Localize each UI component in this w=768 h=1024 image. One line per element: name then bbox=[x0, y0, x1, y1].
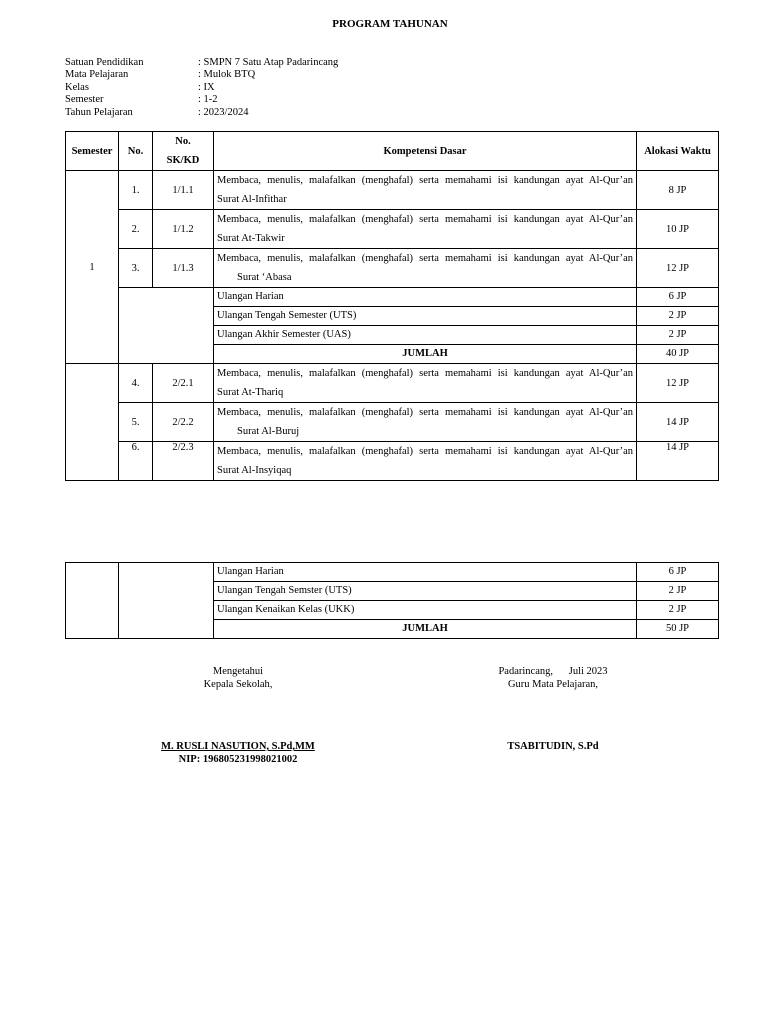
identity-block bbox=[65, 57, 465, 119]
document-title: PROGRAM TAHUNAN bbox=[332, 18, 448, 30]
total-jp: 40 JP bbox=[637, 345, 719, 364]
row-jp: 14 JP bbox=[637, 442, 719, 481]
row-jp: 14 JP bbox=[637, 403, 719, 442]
teacher-name: TSABITUDIN, S.Pd bbox=[507, 741, 599, 752]
exam-name: Ulangan Akhir Semester (UAS) bbox=[214, 326, 637, 345]
headmaster-name: M. RUSLI NASUTION, S.Pd,MM bbox=[161, 741, 315, 752]
empty-cell bbox=[119, 288, 214, 364]
row-kompetensi bbox=[214, 364, 637, 403]
row-no: 5. bbox=[119, 403, 153, 442]
row-kompetensi bbox=[214, 403, 637, 442]
info-row-class bbox=[65, 82, 465, 94]
kd-line1: Membaca, menulis, malafalkan (menghafal) serta memahami isi kandungan ayat Al-Qur’an bbox=[217, 368, 633, 379]
row-sk-kd: 1/1.2 bbox=[153, 210, 214, 249]
kd-line1: Membaca, menulis, malafalkan (menghafal) serta memahami isi kandungan ayat Al-Qur’an bbox=[217, 407, 633, 418]
kd-line2: Surat ‘Abasa bbox=[237, 272, 292, 283]
info-row-year bbox=[65, 107, 465, 119]
exam-jp: 2 JP bbox=[637, 326, 719, 345]
header-alokasi-waktu: Alokasi Waktu bbox=[637, 132, 719, 171]
header-no: No. bbox=[119, 132, 153, 171]
annual-program-table bbox=[65, 131, 719, 481]
kd-line1: Membaca, menulis, malafalkan (menghafal) serta memahami isi kandungan ayat Al-Qur’an bbox=[217, 175, 633, 186]
teacher-title: Guru Mata Pelajaran, bbox=[507, 678, 599, 690]
table-row bbox=[66, 249, 719, 288]
info-label: Satuan Pendidikan bbox=[65, 57, 144, 68]
info-label: Tahun Pelajaran bbox=[65, 106, 133, 118]
row-sk-kd: 2/2.2 bbox=[153, 403, 214, 442]
total-label: JUMLAH bbox=[214, 345, 637, 364]
headmaster-name-block bbox=[138, 741, 338, 766]
exam-row bbox=[66, 563, 719, 582]
exam-name: Ulangan Harian bbox=[214, 563, 637, 582]
kd-line2: Surat Al-Infithar bbox=[217, 194, 287, 205]
table-row bbox=[66, 364, 719, 403]
kd-line2: Surat Al-Buruj bbox=[237, 426, 300, 437]
info-value: : 2023/2024 bbox=[198, 106, 249, 118]
exam-jp: 2 JP bbox=[637, 582, 719, 601]
exam-name: Ulangan Tengah Semester (UTS) bbox=[214, 307, 637, 326]
table-row bbox=[66, 210, 719, 249]
row-no: 1. bbox=[119, 171, 153, 210]
row-sk-kd: 2/2.3 bbox=[153, 442, 214, 481]
row-no: 2. bbox=[119, 210, 153, 249]
kd-line2: Surat At-Thariq bbox=[217, 387, 284, 398]
row-jp: 8 JP bbox=[637, 171, 719, 210]
headmaster-title: Kepala Sekolah, bbox=[203, 678, 273, 690]
info-label: Semester bbox=[65, 94, 104, 106]
header-sk-kd-line2: SK/KD bbox=[166, 155, 200, 166]
date: Juli 2023 bbox=[568, 666, 608, 677]
headmaster-signature-block bbox=[138, 666, 338, 691]
row-no: 6. bbox=[119, 442, 153, 481]
row-sk-kd: 2/2.1 bbox=[153, 364, 214, 403]
table-header-row bbox=[66, 132, 719, 171]
header-sk-kd-line1: No. bbox=[175, 136, 191, 147]
kd-line2: Surat Al-Insyiqaq bbox=[217, 465, 292, 476]
row-no: 4. bbox=[119, 364, 153, 403]
row-kompetensi bbox=[214, 442, 637, 481]
row-kompetensi bbox=[214, 210, 637, 249]
kd-line1: Membaca, menulis, malafalkan (menghafal) serta memahami isi kandungan ayat Al-Qur’an bbox=[217, 253, 633, 264]
info-value: : Mulok BTQ bbox=[198, 69, 256, 81]
annual-program-table-continued bbox=[65, 562, 719, 639]
info-value: : IX bbox=[198, 81, 215, 93]
table-row bbox=[66, 442, 719, 481]
acknowledged-label: Mengetahui bbox=[212, 666, 264, 677]
kd-line1: Membaca, menulis, malafalkan (menghafal) serta memahami isi kandungan ayat Al-Qur’an bbox=[217, 214, 633, 225]
place: Padarincang, bbox=[498, 666, 553, 677]
header-semester: Semester bbox=[66, 132, 119, 171]
exam-name: Ulangan Harian bbox=[214, 288, 637, 307]
headmaster-nip: NIP: 196805231998021002 bbox=[178, 753, 298, 765]
row-sk-kd: 1/1.1 bbox=[153, 171, 214, 210]
header-kompetensi-dasar: Kompetensi Dasar bbox=[214, 132, 637, 171]
row-jp: 10 JP bbox=[637, 210, 719, 249]
table-row bbox=[66, 171, 719, 210]
row-kompetensi bbox=[214, 171, 637, 210]
kd-line2: Surat At-Takwir bbox=[217, 233, 285, 244]
semester-cell bbox=[66, 563, 119, 639]
row-jp: 12 JP bbox=[637, 249, 719, 288]
teacher-name-block bbox=[453, 741, 653, 754]
exam-name: Ulangan Kenaikan Kelas (UKK) bbox=[214, 601, 637, 620]
total-label: JUMLAH bbox=[214, 620, 637, 639]
place-date bbox=[453, 666, 653, 679]
exam-jp: 2 JP bbox=[637, 601, 719, 620]
info-row-school bbox=[65, 57, 465, 69]
header-sk-kd bbox=[153, 132, 214, 171]
row-sk-kd: 1/1.3 bbox=[153, 249, 214, 288]
row-kompetensi bbox=[214, 249, 637, 288]
kd-line1: Membaca, menulis, malafalkan (menghafal) serta memahami isi kandungan ayat Al-Qur’an bbox=[217, 446, 633, 457]
exam-name: Ulangan Tengah Semster (UTS) bbox=[214, 582, 637, 601]
exam-jp: 2 JP bbox=[637, 307, 719, 326]
total-jp: 50 JP bbox=[637, 620, 719, 639]
row-jp: 12 JP bbox=[637, 364, 719, 403]
info-label: Mata Pelajaran bbox=[65, 69, 129, 81]
row-no: 3. bbox=[119, 249, 153, 288]
info-value: : 1-2 bbox=[198, 94, 218, 106]
info-value: : SMPN 7 Satu Atap Padarincang bbox=[198, 57, 339, 68]
info-row-semester bbox=[65, 94, 465, 106]
semester-cell bbox=[66, 364, 119, 481]
info-label: Kelas bbox=[65, 81, 89, 93]
exam-jp: 6 JP bbox=[637, 288, 719, 307]
empty-cell bbox=[119, 563, 214, 639]
semester-cell: 1 bbox=[66, 171, 119, 364]
info-row-subject bbox=[65, 69, 465, 81]
table-row bbox=[66, 403, 719, 442]
teacher-signature-block bbox=[453, 666, 653, 691]
exam-jp: 6 JP bbox=[637, 563, 719, 582]
exam-row bbox=[66, 288, 719, 307]
